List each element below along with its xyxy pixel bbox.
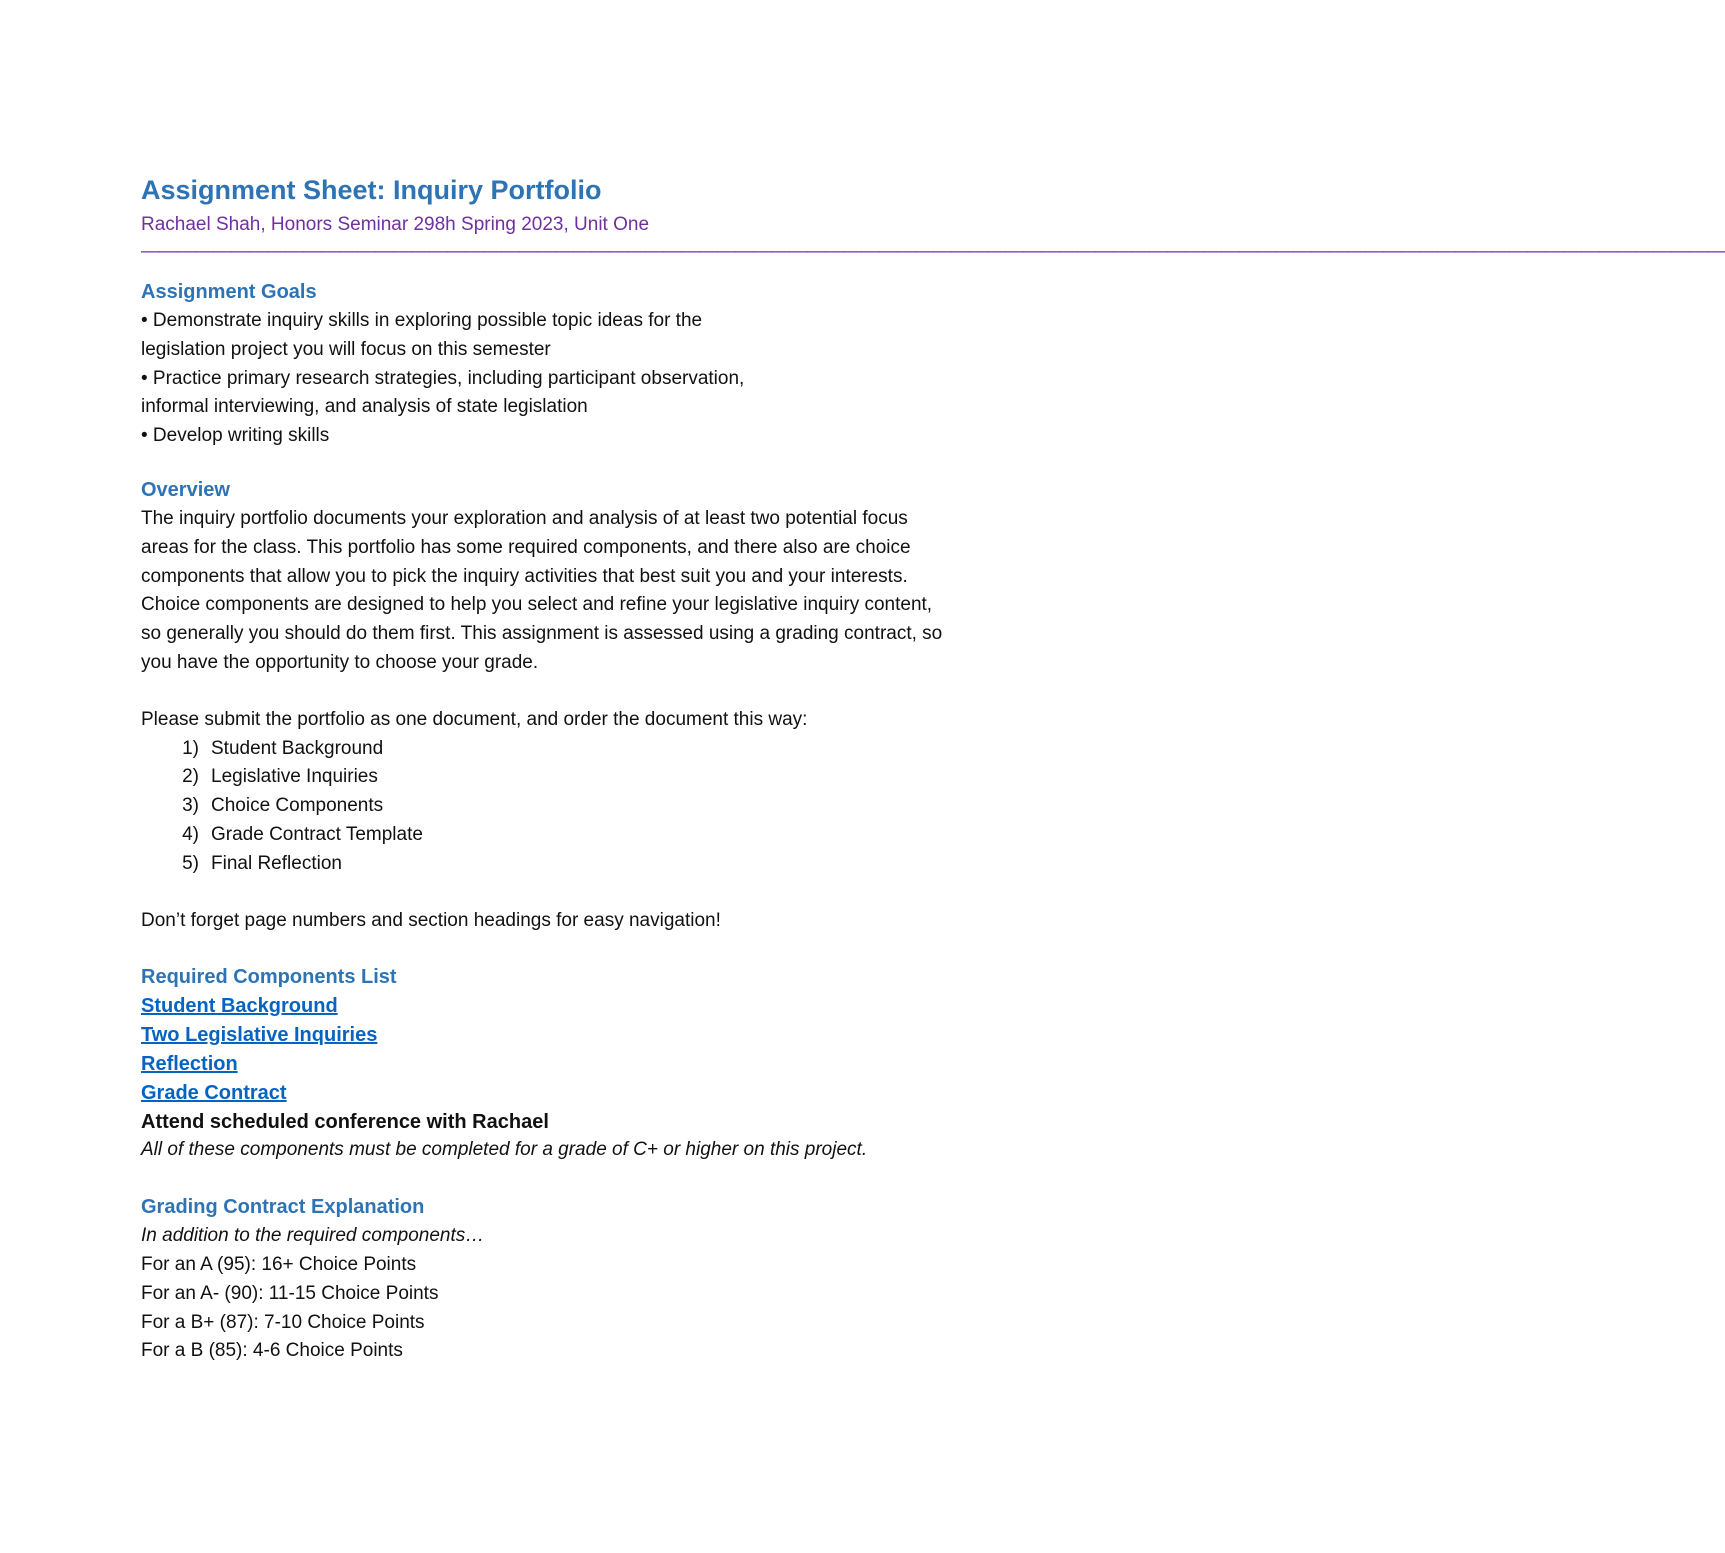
overview-line: components that allow you to pick the inquiry activities that best suit you and your interests.	[141, 565, 908, 587]
overview-line: so generally you should do them first. This assignment is assessed using a grading contract, so	[141, 623, 943, 645]
goal-line: • Develop writing skills	[141, 425, 330, 447]
required-section	[141, 963, 1071, 1165]
document-page	[141, 168, 1725, 1366]
legislative-inquiries-link[interactable]: Two Legislative Inquiries	[141, 1024, 378, 1047]
horizontal-rule: ————————————————————————————————————————————————————————————————————————————————————————	[141, 241, 1725, 262]
overview-heading: Overview	[141, 478, 230, 501]
requirement-note: All of these components must be completed for a grade of C+ or higher on this project.	[141, 1139, 868, 1161]
spacer	[141, 678, 1071, 706]
goal-line: • Practice primary research strategies, including participant observation,	[141, 367, 745, 389]
grading-heading: Grading Contract Explanation	[141, 1196, 425, 1219]
spacer	[141, 879, 1071, 907]
grade-tier: For a B (85): 4-6 Choice Points	[141, 1340, 403, 1362]
list-item	[141, 763, 1071, 792]
navigation-reminder: Don’t forget page numbers and section headings for easy navigation!	[141, 909, 721, 931]
list-label: Grade Contract Template	[211, 823, 423, 845]
list-number: 5)	[182, 852, 199, 874]
list-number: 2)	[182, 766, 199, 788]
overview-line: Choice components are designed to help you select and refine your legislative inquiry content,	[141, 594, 933, 616]
spacer	[141, 451, 1071, 476]
list-number: 3)	[182, 795, 199, 817]
grading-intro: In addition to the required components…	[141, 1225, 485, 1247]
required-heading: Required Components List	[141, 966, 397, 989]
list-number: 4)	[182, 823, 199, 845]
list-label: Final Reflection	[211, 852, 342, 874]
overview-section	[141, 476, 1071, 935]
list-item	[141, 821, 1071, 850]
grade-tier: For an A (95): 16+ Choice Points	[141, 1253, 417, 1275]
goals-section	[141, 278, 1071, 451]
list-item	[141, 850, 1071, 879]
grading-section	[141, 1193, 1071, 1366]
submit-intro: Please submit the portfolio as one document, and order the document this way:	[141, 708, 808, 730]
goal-line: legislation project you will focus on this semester	[141, 338, 551, 360]
grade-tier: For an A- (90): 11-15 Choice Points	[141, 1282, 439, 1304]
list-item	[141, 735, 1071, 764]
overview-line: areas for the class. This portfolio has some required components, and there also are choice	[141, 536, 911, 558]
spacer	[141, 935, 1071, 963]
grade-tier: For a B+ (87): 7-10 Choice Points	[141, 1311, 425, 1333]
overview-line: The inquiry portfolio documents your exploration and analysis of at least two potential focus	[141, 507, 908, 529]
student-background-link[interactable]: Student Background	[141, 995, 338, 1018]
document-title: Assignment Sheet: Inquiry Portfolio	[141, 175, 602, 205]
goals-heading: Assignment Goals	[141, 281, 317, 303]
spacer	[141, 1165, 1071, 1193]
list-label: Choice Components	[211, 795, 384, 817]
list-label: Student Background	[211, 737, 384, 759]
list-label: Legislative Inquiries	[211, 766, 378, 788]
document-subtitle: Rachael Shah, Honors Seminar 298h Spring 2023, Unit One	[141, 214, 650, 235]
list-number: 1)	[182, 737, 199, 759]
conference-requirement: Attend scheduled conference with Rachael	[141, 1110, 549, 1133]
goal-line: informal interviewing, and analysis of state legislation	[141, 396, 588, 418]
goal-line: • Demonstrate inquiry skills in exploring possible topic ideas for the	[141, 310, 703, 331]
list-item	[141, 792, 1071, 821]
submission-order-list	[141, 735, 1071, 879]
grade-contract-link[interactable]: Grade Contract	[141, 1081, 287, 1104]
overview-line: you have the opportunity to choose your grade.	[141, 651, 539, 673]
reflection-link[interactable]: Reflection	[141, 1052, 238, 1075]
